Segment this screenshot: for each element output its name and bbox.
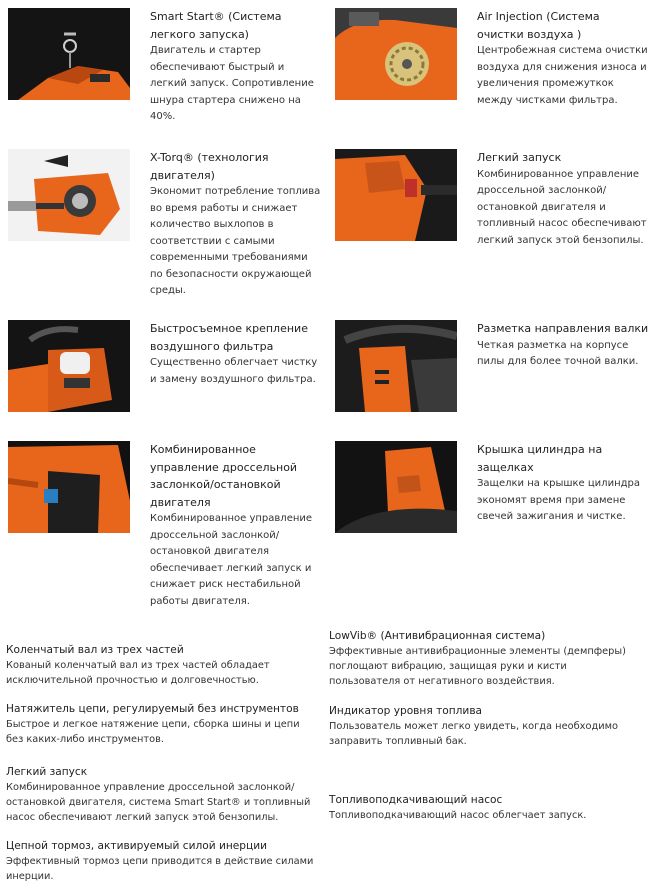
feature-title: X-Torq® (технология двигателя) <box>150 151 269 182</box>
feature-title: Air Injection (Система очистки воздуха ) <box>477 10 600 41</box>
choke-control-photo <box>335 149 457 241</box>
cylinder-cover-photo <box>335 441 457 533</box>
feature-title: Smart Start® (Система легкого запуска) <box>150 10 282 41</box>
feature-title: Легкий запуск <box>477 151 562 164</box>
feature-title: Крышка цилиндра на защелках <box>477 443 603 474</box>
feature-title: Разметка направления валки <box>477 322 649 335</box>
extra-description: Эффективный тормоз цепи приводится в действие силами инерции. <box>6 856 314 883</box>
feature-description: Комбинированное управление дроссельной заслонкой/ остановкой двигателя и топливный насос обеспечивают легкий запуск этой бензопилы. <box>477 168 647 246</box>
extra-easy-start <box>6 765 316 826</box>
extra-title: Натяжитель цепи, регулируемый без инструментов <box>6 703 299 715</box>
extra-title: Легкий запуск <box>6 766 88 778</box>
feature-description: Четкая разметка на корпусе пилы для более точной валки. <box>477 339 639 368</box>
extra-lowvib <box>329 629 639 690</box>
extra-title: Коленчатый вал из трех частей <box>6 644 184 656</box>
extra-title: Топливоподкачивающий насос <box>329 794 503 806</box>
feature-description: Комбинированное управление дроссельной заслонкой/ остановкой двигателя обеспечивает легкий запуск и снижает риск нестабильной работы двигателя. <box>150 513 313 607</box>
felling-marks-photo <box>335 320 457 412</box>
air-filter-photo <box>8 320 130 412</box>
extra-description: Кованый коленчатый вал из трех частей обладает исключительной прочностью и долговечностью. <box>6 660 270 687</box>
extra-description: Пользователь может легко увидеть, когда необходимо заправить топливный бак. <box>329 721 618 748</box>
feature-title: Быстросъемное крепление воздушного фильтра <box>150 322 308 353</box>
extra-fuel-indicator <box>329 704 639 749</box>
feature-description: Центробежная система очистки воздуха для снижения износа и увеличения промежуткок между чистками фильтра. <box>477 45 648 106</box>
extra-title: Индикатор уровня топлива <box>329 705 483 717</box>
extra-chain-tensioner <box>6 702 316 747</box>
feature-description: Экономит потребление топлива во время работы и снижает количество выхлопов в соответствии с самыми современными требованиями по безопасности окружающей среды. <box>150 186 321 297</box>
chainsaw-starter-photo <box>8 8 130 100</box>
extra-fuel-pump <box>329 793 639 823</box>
extra-title: Цепной тормоз, активируемый силой инерции <box>6 840 267 852</box>
extra-chain-brake <box>6 839 316 884</box>
extra-description: Комбинированное управление дроссельной заслонкой/ остановкой двигателя, система Smart Start® и топливный насос обеспечивают легкий запуск этой бензопилы. <box>6 782 311 824</box>
engine-cutaway-photo <box>8 149 130 241</box>
extra-description: Быстрое и легкое натяжение цепи, сборка шины и цепи без каких-либо инструментов. <box>6 719 300 746</box>
extra-title: LowVib® (Антивибрационная система) <box>329 630 546 642</box>
extra-description: Топливоподкачивающий насос облегчает запуск. <box>329 810 587 821</box>
feature-description: Существенно облегчает чистку и замену воздушного фильтра. <box>150 357 318 385</box>
throttle-lever-photo <box>8 441 130 533</box>
feature-title: Комбинированное управление дроссельной заслонкой/остановкой двигателя <box>150 443 298 509</box>
extra-crankshaft <box>6 643 316 688</box>
extra-description: Эффективные антивибрационные элементы (демпферы) поглощают вибрацию, защищая руки и кисти пользователя от негативного воздействия. <box>329 646 626 688</box>
feature-description: Двигатель и стартер обеспечивают быстрый и легкий запуск. Сопротивление шнура стартера снижено на 40%. <box>150 45 314 123</box>
flywheel-fan-photo <box>335 8 457 100</box>
feature-description: Защелки на крышке цилиндра экономят время при замене свечей зажигания и чистке. <box>477 478 640 523</box>
